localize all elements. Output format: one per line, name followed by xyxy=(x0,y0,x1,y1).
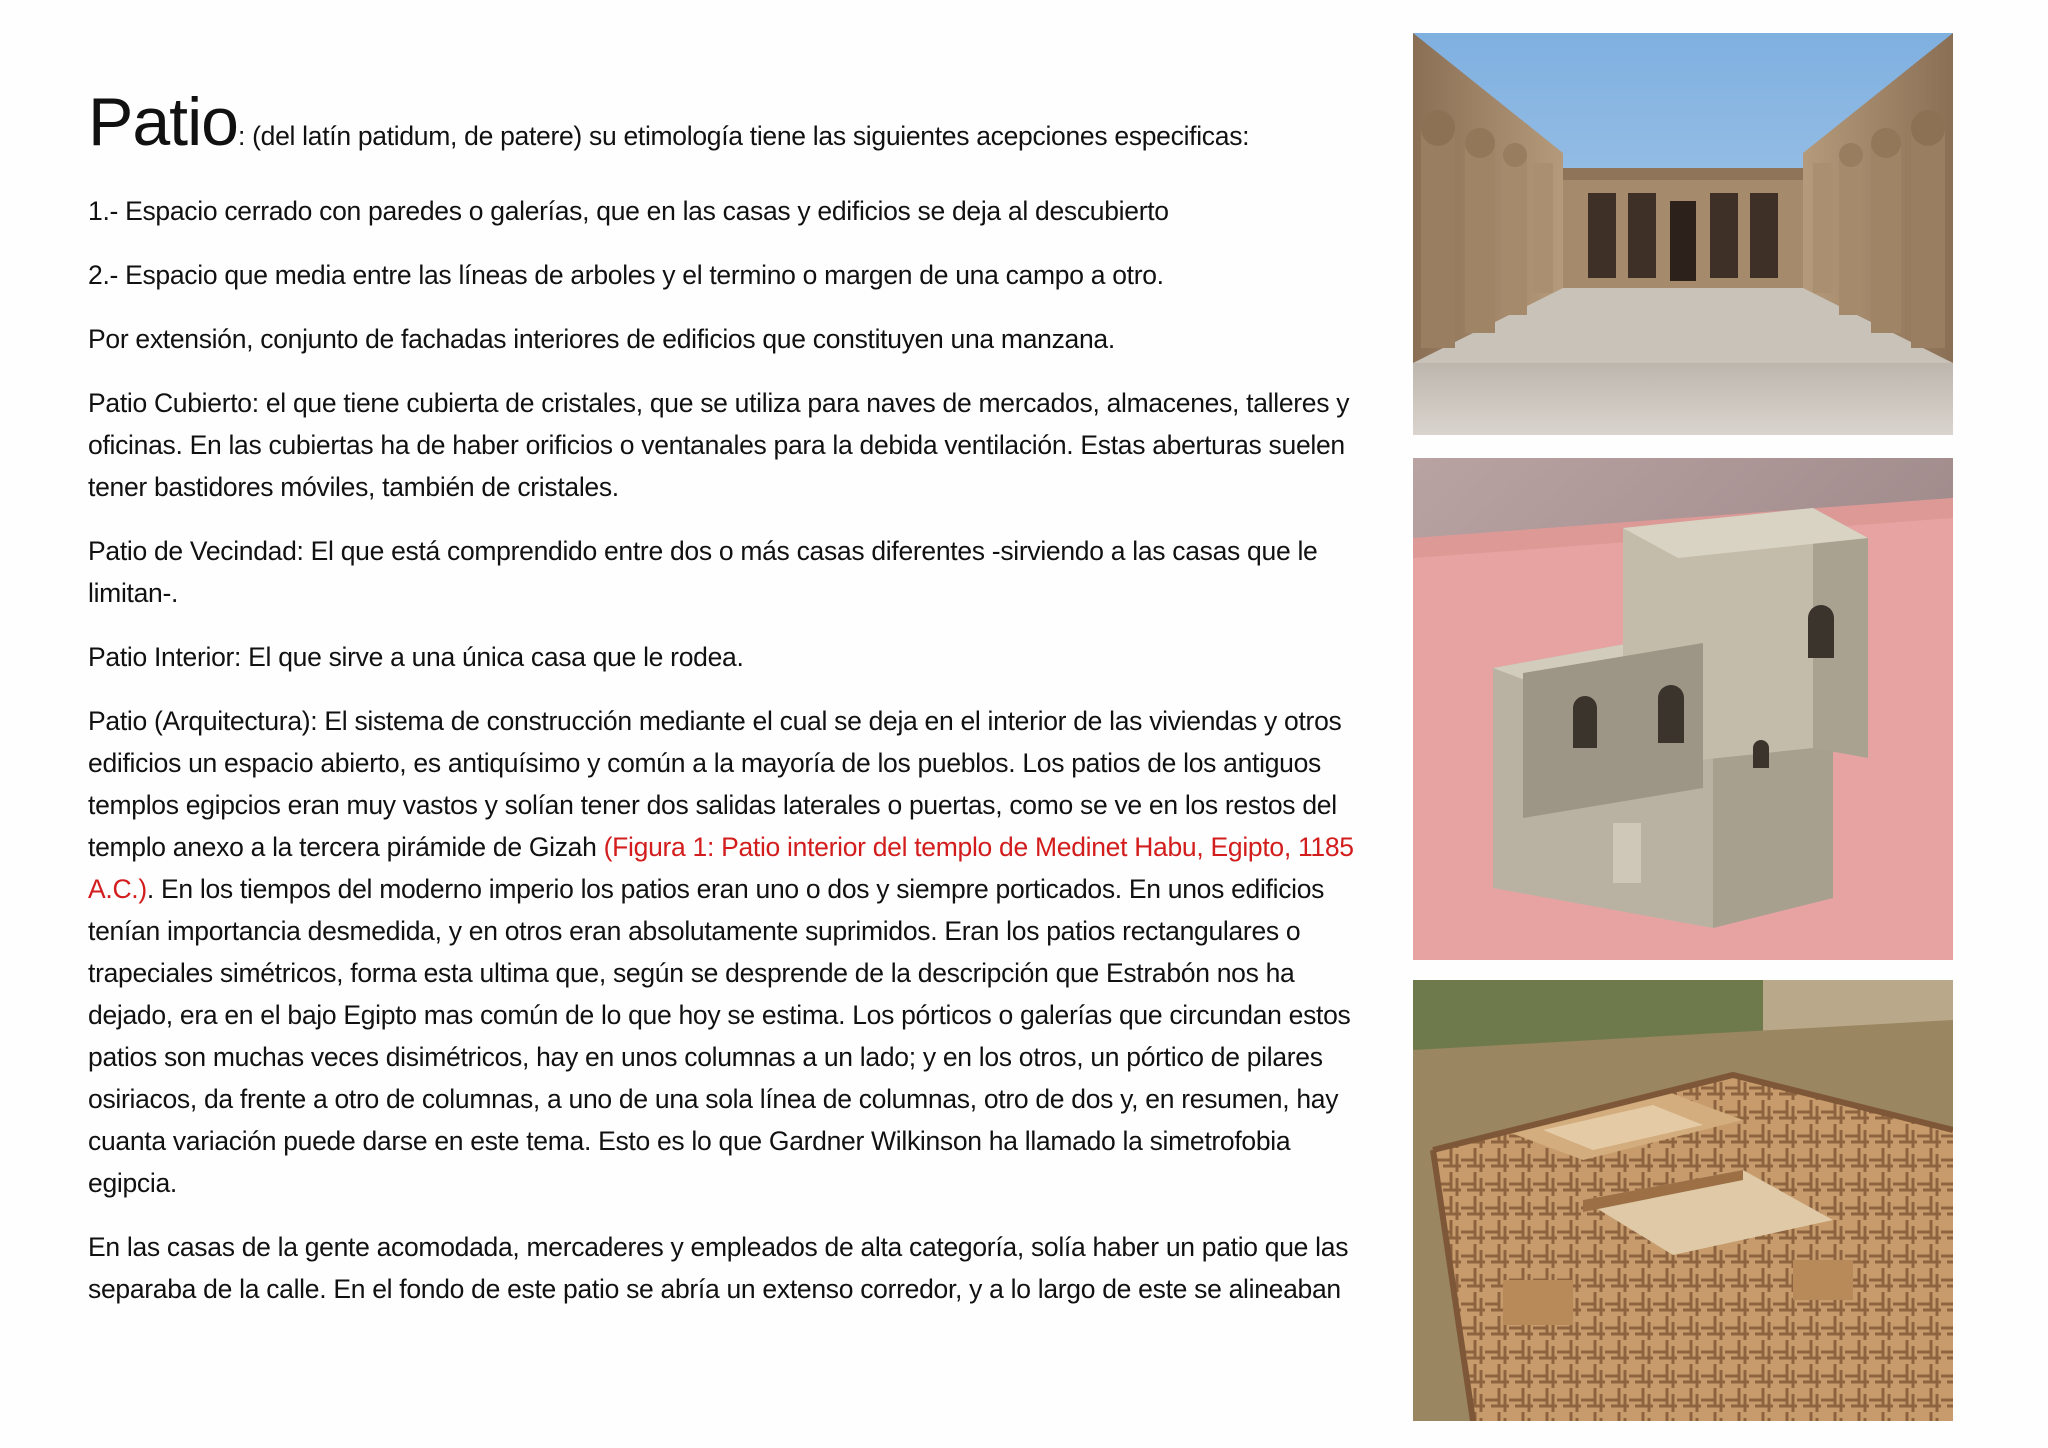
text-line: oficinas. En las cubiertas ha de haber orificios o ventanales para la debida ventilación. Estas aberturas suelen xyxy=(88,430,1345,460)
text-line: templo anexo a la tercera pirámide de Gizah xyxy=(88,832,604,862)
text-column xyxy=(88,86,1378,1332)
text-line: En las casas de la gente acomodada, mercaderes y empleados de alta categoría, solía haber un patio que las xyxy=(88,1232,1349,1262)
text-line: Patio (Arquitectura): El sistema de construcción mediante el cual se deja en el interior de las viviendas y otros xyxy=(88,706,1342,736)
text-line: osiriacos, da frente a otro de columnas, a uno de una sola línea de columnas, otro de dos y, en resumen, hay xyxy=(88,1084,1339,1114)
paragraph-patio-arquitectura xyxy=(88,700,1378,1204)
paragraph-extension: Por extensión, conjunto de fachadas interiores de edificios que constituyen una manzana. xyxy=(88,324,1115,354)
title-definition: : (del latín patidum, de patere) su etimología tiene las siguientes acepciones especificas: xyxy=(238,121,1250,151)
aerial-ruins-illustration xyxy=(1413,980,1953,1421)
text-line: edificios un espacio abierto, es antiquísimo y común a la mayoría de los pueblos. Los patios de los antiguos xyxy=(88,748,1321,778)
photo-temple-courtyard xyxy=(1413,33,1953,435)
clay-house-illustration xyxy=(1413,458,1953,960)
text-line: Patio Cubierto: el que tiene cubierta de cristales, que se utiliza para naves de mercados, almacenes, talleres y xyxy=(88,388,1350,418)
text-line: egipcia. xyxy=(88,1168,177,1198)
title-word: Patio xyxy=(88,84,238,160)
paragraph-definition-1: 1.- Espacio cerrado con paredes o galerías, que en las casas y edificios se deja al descubierto xyxy=(88,196,1169,226)
text-line: separaba de la calle. En el fondo de este patio se abría un extenso corredor, y a lo largo de este se alineaban xyxy=(88,1274,1341,1304)
text-line: dejado, era en el bajo Egipto mas común de lo que hoy se estima. Los pórticos o galerías que circundan estos xyxy=(88,1000,1351,1030)
text-line: tener bastidores móviles, también de cristales. xyxy=(88,472,619,502)
text-line: limitan-. xyxy=(88,578,179,608)
text-line: cuanta variación puede darse en este tema. Esto es lo que Gardner Wilkinson ha llamado la simetrofobia xyxy=(88,1126,1291,1156)
text-line: templos egipcios eran muy vastos y solían tener dos salidas laterales o puertas, como se ve en los restos del xyxy=(88,790,1337,820)
text-line: . En los tiempos del moderno imperio los patios eran uno o dos y siempre porticados. En unos edificios xyxy=(146,874,1325,904)
page-title xyxy=(88,86,1378,172)
text-line: patios son muchas veces disimétricos, hay en unos columnas a un lado; y en los otros, un pórtico de pilares xyxy=(88,1042,1323,1072)
text-line: tenían importancia desmedida, y en otros eran absolutamente suprimidos. Eran los patios rectangulares o xyxy=(88,916,1301,946)
figure-reference-end: A.C.) xyxy=(88,874,147,904)
paragraph-patio-vecindad xyxy=(88,530,1378,614)
text-line: Patio de Vecindad: El que está comprendido entre dos o más casas diferentes -sirviendo a las casas que le xyxy=(88,536,1318,566)
figure-reference: (Figura 1: Patio interior del templo de Medinet Habu, Egipto, 1185 xyxy=(603,832,1354,862)
text-line: trapeciales simétricos, forma esta ultima que, según se desprende de la descripción que Estrabón nos ha xyxy=(88,958,1295,988)
temple-courtyard-illustration xyxy=(1413,33,1953,435)
photo-clay-house-model xyxy=(1413,458,1953,960)
paragraph-casas-acomodadas xyxy=(88,1226,1378,1310)
paragraph-definition-2: 2.- Espacio que media entre las líneas de arboles y el termino o margen de una campo a otro. xyxy=(88,260,1164,290)
paragraph-patio-interior: Patio Interior: El que sirve a una única casa que le rodea. xyxy=(88,642,744,672)
photo-aerial-ruins xyxy=(1413,980,1953,1421)
paragraph-patio-cubierto xyxy=(88,382,1378,508)
